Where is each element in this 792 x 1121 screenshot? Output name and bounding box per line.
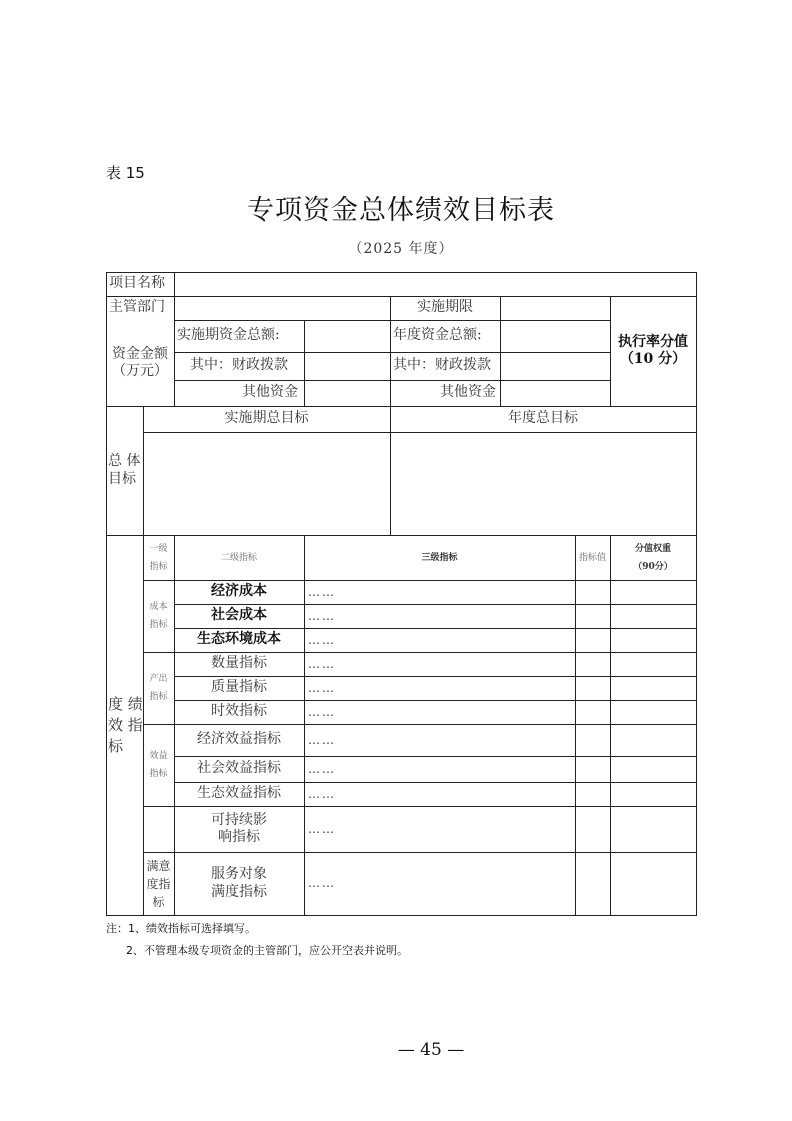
level3-field[interactable]: ……: [308, 656, 336, 671]
note-1: 注：1、绩效指标可选择填写。: [106, 922, 256, 935]
level2-item: 经济成本: [211, 583, 267, 600]
performance-indicators-label: [106, 535, 143, 915]
annual-fiscal-label: 其中：财政拨款: [393, 357, 491, 374]
level1-benefit: [143, 724, 174, 806]
period-total-label: 实施期资金总额:: [177, 327, 280, 344]
level1-satisfaction-line3: 标: [152, 894, 165, 909]
table-border-bottom: [106, 915, 697, 916]
funds-label-line1: 资金金额: [112, 345, 168, 362]
funds-label: [106, 320, 174, 406]
annual-other-label: 其他资金: [440, 384, 496, 401]
level3-field[interactable]: ……: [308, 761, 336, 776]
exec-rate-line1: 执行率分值: [618, 333, 688, 350]
level3-field[interactable]: ……: [308, 632, 336, 647]
level2-item-line2: 响指标: [218, 829, 260, 845]
level2-item: 社会效益指标: [197, 760, 281, 777]
level2-item: 生态效益指标: [197, 785, 281, 802]
weight-header: [610, 535, 696, 580]
level2-item: 生态环境成本: [197, 631, 281, 648]
col-divider: [575, 535, 576, 916]
level2-item: [174, 806, 304, 852]
annual-goal-header: 年度总目标: [508, 410, 578, 427]
level2-item-line1: 服务对象: [211, 866, 267, 882]
annual-total-label: 年度资金总额:: [393, 327, 482, 344]
level2-item: 数量指标: [211, 655, 267, 672]
level1-cost-line1: 成本: [149, 602, 168, 612]
level1-output: [143, 652, 174, 724]
year-subtitle: （2025 年度）: [348, 241, 454, 257]
level2-item: 社会成本: [211, 607, 267, 624]
period-goal-header: 实施期总目标: [224, 410, 309, 427]
department-label: 主管部门: [109, 299, 165, 316]
level1-satisfaction: [143, 852, 174, 915]
annual-other-field[interactable]: [500, 380, 610, 406]
department-field[interactable]: [174, 296, 390, 320]
exec-rate-label: [610, 296, 696, 406]
level1-benefit-line2: 指标: [149, 769, 168, 779]
level3-field[interactable]: ……: [308, 732, 336, 747]
exec-rate-line2: （10 分）: [619, 351, 687, 367]
level1-satisfaction-line1: 满意: [146, 858, 171, 873]
level2-item-line1: 可持续影: [211, 811, 267, 828]
level3-field[interactable]: ……: [308, 704, 336, 719]
funds-label-line2: （万元）: [112, 363, 168, 379]
annual-total-field[interactable]: [500, 320, 610, 352]
annual-fiscal-field[interactable]: [500, 352, 610, 380]
level2-item: 经济效益指标: [197, 731, 281, 748]
level2-item-line2: 满度指标: [211, 883, 267, 900]
level2-item: 质量指标: [211, 679, 267, 696]
project-name-label: 项目名称: [109, 275, 165, 292]
value-header: 指标值: [578, 552, 606, 563]
level1-header-line1: 一级: [149, 543, 168, 554]
period-label: 实施期限: [417, 299, 473, 316]
period-field[interactable]: [500, 296, 610, 320]
note-2: 2、不管理本级专项资金的主管部门，应公开空表并说明。: [126, 944, 408, 957]
level1-cost-line2: 指标: [149, 620, 168, 630]
weight-header-line2: （90分）: [633, 561, 673, 572]
project-name-field[interactable]: [174, 272, 696, 296]
level3-field[interactable]: ……: [308, 680, 336, 695]
indicators-label-line1: 度 绩: [108, 694, 143, 713]
level3-field[interactable]: ……: [308, 821, 336, 836]
overall-goals-label: [106, 406, 143, 535]
level2-item: [174, 852, 304, 915]
table-number-label: 表 15: [106, 164, 145, 182]
level3-field[interactable]: ……: [308, 876, 336, 890]
level3-header: 三级指标: [421, 552, 458, 563]
level1-header-line2: 指标: [149, 561, 168, 572]
level3-field[interactable]: ……: [308, 786, 336, 801]
level2-item: 时效指标: [211, 703, 267, 720]
period-other-label: 其他资金: [242, 384, 298, 401]
period-other-field[interactable]: [304, 380, 390, 406]
annual-goal-field[interactable]: [390, 432, 696, 535]
indicators-label-line3: 标: [108, 736, 124, 755]
level2-header: 二级指标: [220, 552, 257, 563]
period-fiscal-field[interactable]: [304, 352, 390, 380]
level3-field[interactable]: ……: [308, 608, 336, 623]
weight-header-line1: 分值权重: [634, 543, 671, 554]
table-border-right: [696, 272, 697, 916]
period-fiscal-label: 其中：财政拨款: [190, 357, 288, 374]
page-number: — 45 —: [397, 1040, 465, 1060]
level3-field[interactable]: ……: [308, 584, 336, 599]
overall-goals-line2: 目标: [108, 470, 136, 487]
overall-goals-line1: 总 体: [108, 453, 141, 469]
indicators-label-line2: 效 指: [108, 715, 143, 734]
page-title: 专项资金总体绩效目标表: [247, 195, 555, 226]
level1-satisfaction-line2: 度指: [146, 876, 171, 891]
level1-output-line2: 指标: [149, 692, 168, 702]
performance-goal-table: [106, 272, 697, 916]
level1-cost: [143, 580, 174, 652]
level1-header: [143, 535, 174, 580]
period-goal-field[interactable]: [143, 432, 390, 535]
level1-benefit-line1: 效益: [149, 751, 168, 761]
col-divider: [610, 535, 611, 916]
period-total-field[interactable]: [304, 320, 390, 352]
level1-output-line1: 产出: [149, 674, 168, 684]
